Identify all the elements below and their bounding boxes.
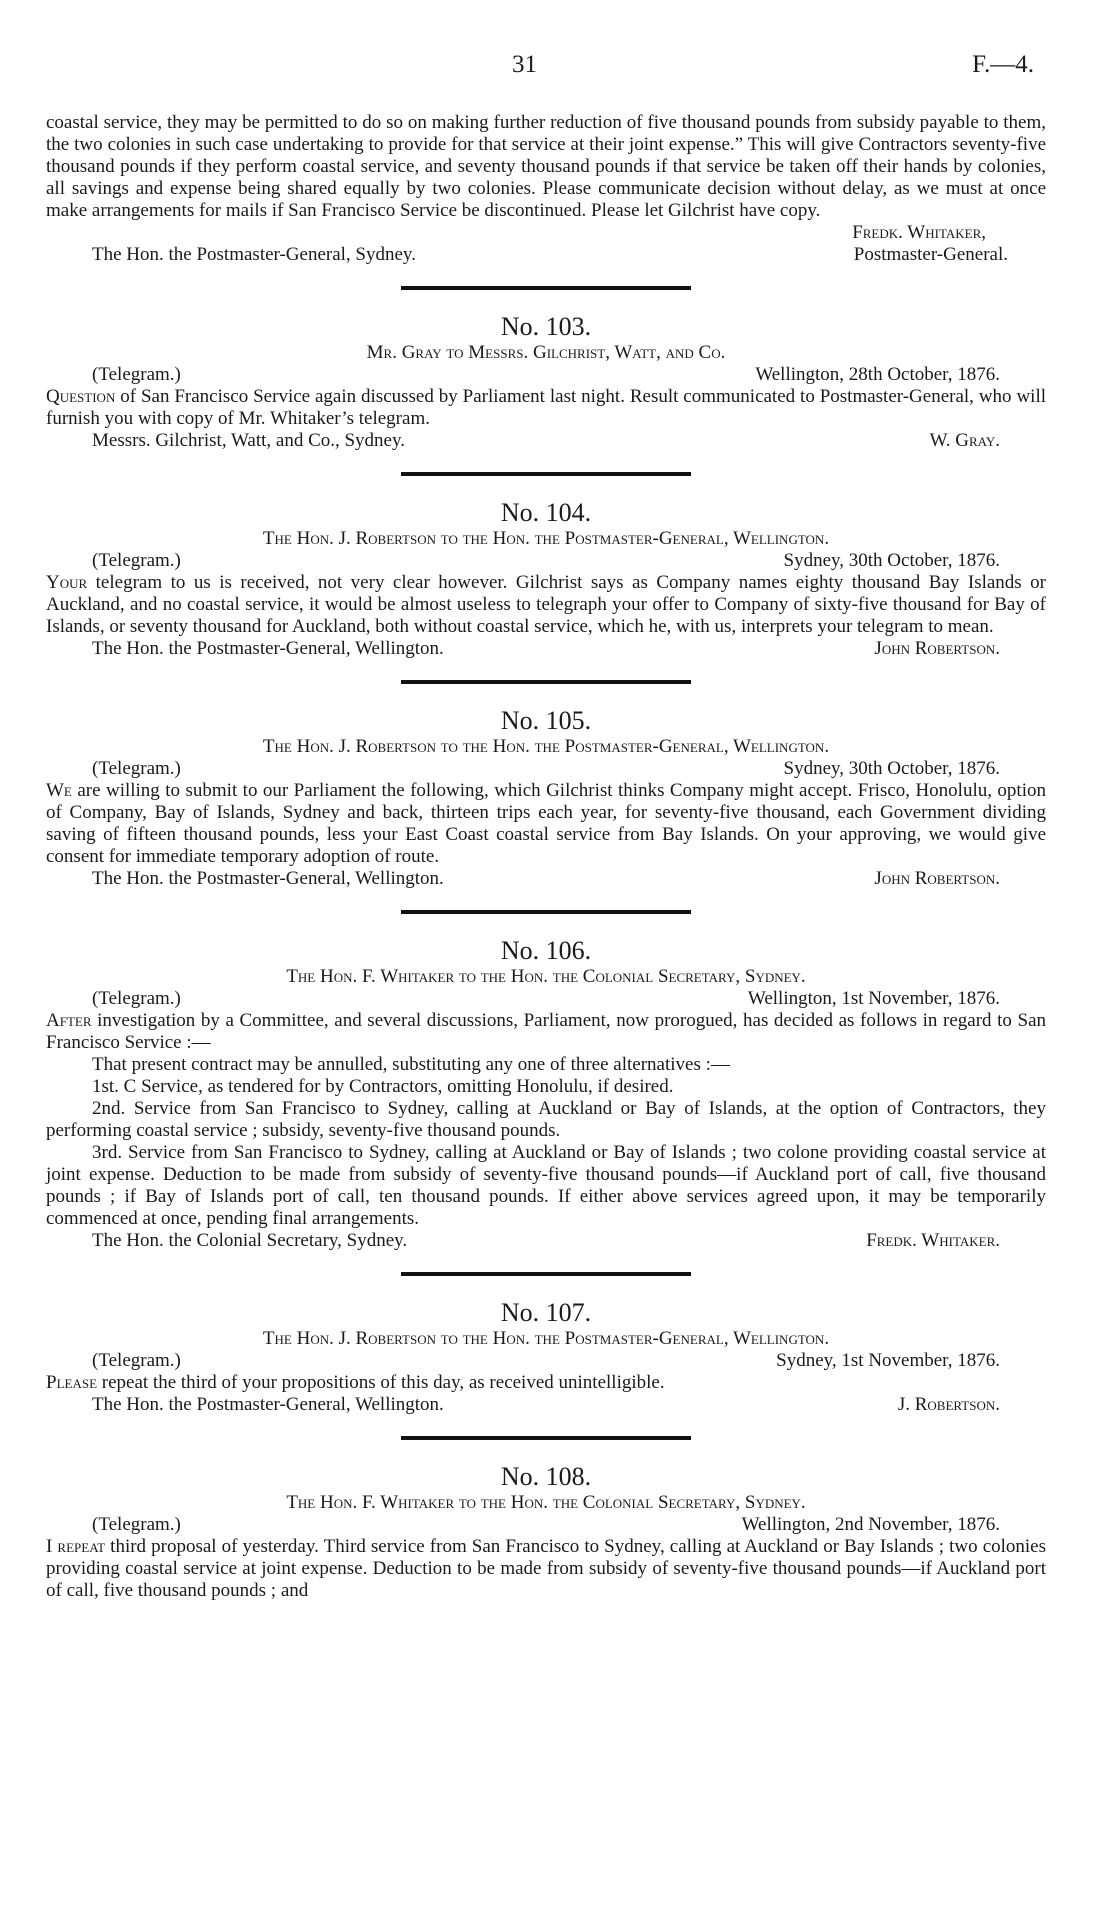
item-paragraph: That present contract may be annulled, substituting any one of three alternatives :— [92,1054,730,1075]
body-text: are willing to submit to our Parliament the following, which Gilchrist thinks Company might accept. Frisco, Honolulu, option of Company, Bay of Islands, Sydney and back, thirteen trips each year, for seventy-five thousand, each Government dividing saving of fifteen thousand pounds, less your East Coast coastal service from Bay Islands. On your approving, we would give consent for immediate temporary adoption of route. [46,780,1046,867]
place-date: Wellington, 1st November, 1876. [747,988,1000,1009]
body-text: telegram to us is received, not very clear however. Gilchrist says as Company names eighty thousand Bay Islands or Auckland, and no coastal service, it would be almost useless to telegraph your offer to Company of sixty-five thousand for Bay of Islands, or seventy thousand for Auckland, both without coastal service, which he, with us, interprets your telegram to mean. [46,572,1046,637]
item-paragraph: 3rd. Service from San Francisco to Sydney, calling at Auckland or Bay of Islands ; two colone providing coastal service at joint expense. Deduction to be made from subsidy of seventy-five thousand pounds—if Auckland port of call, five thousand pounds ; if Bay of Islands port of call, ten thousand pounds. If either above services agreed upon, it may be temporarily commenced at once, pending final arrangements. [46,1142,1046,1229]
item-number: No. 107. [500,1298,592,1327]
item-number: No. 104. [500,498,592,527]
item-body [46,572,1046,638]
section-divider [401,1272,691,1276]
intro-signature-title: Postmaster-General. [853,244,1008,265]
lead-word: Please [46,1372,98,1393]
item-paragraph: 2nd. Service from San Francisco to Sydney, calling at Auckland or Bay of Islands, at the option of Contractors, they performing coastal service ; subsidy, seventy-five thousand pounds. [46,1098,1046,1141]
item-number: No. 105. [500,706,592,735]
intro-address: The Hon. the Postmaster-General, Sydney. [92,244,416,265]
item-address: Messrs. Gilchrist, Watt, and Co., Sydney. [92,430,406,451]
section-divider [401,680,691,684]
place-date: Sydney, 30th October, 1876. [783,758,1000,779]
address-row [46,638,1046,660]
item-number: No. 103. [500,312,592,341]
intro-signature-name: Fredk. Whitaker, [852,222,986,243]
place-date: Wellington, 28th October, 1876. [755,364,1000,385]
telegram-row [46,1514,1046,1536]
telegram-row [46,758,1046,780]
item-body [46,1536,1046,1602]
telegram-row [46,988,1046,1010]
lead-word: We [46,780,72,801]
item-signature: W. Gray. [929,430,1000,451]
section-divider [401,286,691,290]
item-body [46,780,1046,868]
telegram-row [46,364,1046,386]
document-reference: F.—4. [972,51,1034,78]
item-address: The Hon. the Postmaster-General, Wellington. [92,638,444,659]
item-signature: John Robertson. [874,638,1000,659]
item-addressed: The Hon. F. Whitaker to the Hon. the Colonial Secretary, Sydney. [286,966,806,987]
telegram-label: (Telegram.) [92,758,181,779]
telegram-row [46,550,1046,572]
body-text: of San Francisco Service again discussed by Parliament last night. Result communicated to Postmaster-General, who will furnish you with copy of Mr. Whitaker’s telegram. [46,386,1046,429]
item-body [46,386,1046,430]
telegram-label: (Telegram.) [92,988,181,1009]
address-row [46,868,1046,890]
intro-paragraph: coastal service, they may be permitted to do so on making further reduction of five thousand pounds from subsidy payable to them, the two colonies in such case undertaking to provide for that service at their joint expense.” This will give Contractors seventy-five thousand pounds if they perform coastal service, and seventy thousand pounds if that service be taken off their hands by colonies, all savings and expense being shared equally by two colonies. Please communicate decision without delay, as we must at once make arrangements for mails if San Francisco Service be discontinued. Please let Gilchrist have copy. [46,112,1046,221]
item-paragraph: 1st. C Service, as tendered for by Contractors, omitting Honolulu, if desired. [92,1076,674,1097]
page-header [0,51,1114,84]
address-row [46,430,1046,452]
page-number: 31 [512,51,537,78]
place-date: Sydney, 1st November, 1876. [776,1350,1000,1371]
item-address: The Hon. the Postmaster-General, Wellington. [92,868,444,889]
telegram-label: (Telegram.) [92,550,181,571]
item-signature: Fredk. Whitaker. [866,1230,1000,1251]
telegram-label: (Telegram.) [92,1350,181,1371]
body-text: third proposal of yesterday. Third service from San Francisco to Sydney, calling at Auckland or Bay Islands ; two colonies providing coastal service at joint expense. Deduction to be made from subsidy of seventy-five thousand pounds—if Auckland port of call, five thousand pounds ; and [46,1536,1047,1601]
section-divider [401,1436,691,1440]
lead-word: After [46,1010,92,1031]
lead-word: I repeat [46,1536,106,1557]
item-body [46,1372,1046,1394]
address-row [46,1230,1046,1252]
section-divider [401,910,691,914]
item-address: The Hon. the Postmaster-General, Wellington. [92,1394,444,1415]
page-content [46,112,1046,1602]
item-addressed: The Hon. J. Robertson to the Hon. the Postmaster-General, Wellington. [262,1328,830,1349]
item-address: The Hon. the Colonial Secretary, Sydney. [92,1230,408,1251]
item-addressed: The Hon. J. Robertson to the Hon. the Postmaster-General, Wellington. [262,736,830,757]
address-row [46,1394,1046,1416]
telegram-label: (Telegram.) [92,364,181,385]
item-addressed: Mr. Gray to Messrs. Gilchrist, Watt, and Co. [366,342,726,363]
item-addressed: The Hon. F. Whitaker to the Hon. the Colonial Secretary, Sydney. [286,1492,806,1513]
item-addressed: The Hon. J. Robertson to the Hon. the Postmaster-General, Wellington. [262,528,830,549]
item-number: No. 108. [500,1462,592,1491]
intro-address-row [46,244,1046,266]
telegram-label: (Telegram.) [92,1514,181,1535]
body-text: repeat the third of your propositions of this day, as received unintelligible. [97,1372,665,1393]
body-text: investigation by a Committee, and several discussions, Parliament, now prorogued, has decided as follows in regard to San Francisco Service :— [46,1010,1046,1053]
intro-signature-block [46,222,1046,244]
section-divider [401,472,691,476]
item-signature: J. Robertson. [897,1394,1000,1415]
lead-word: Question [46,386,116,407]
lead-word: Your [46,572,88,593]
item-signature: John Robertson. [874,868,1000,889]
item-number: No. 106. [500,936,592,965]
item-body [46,1010,1046,1054]
telegram-row [46,1350,1046,1372]
place-date: Sydney, 30th October, 1876. [783,550,1000,571]
place-date: Wellington, 2nd November, 1876. [741,1514,1000,1535]
